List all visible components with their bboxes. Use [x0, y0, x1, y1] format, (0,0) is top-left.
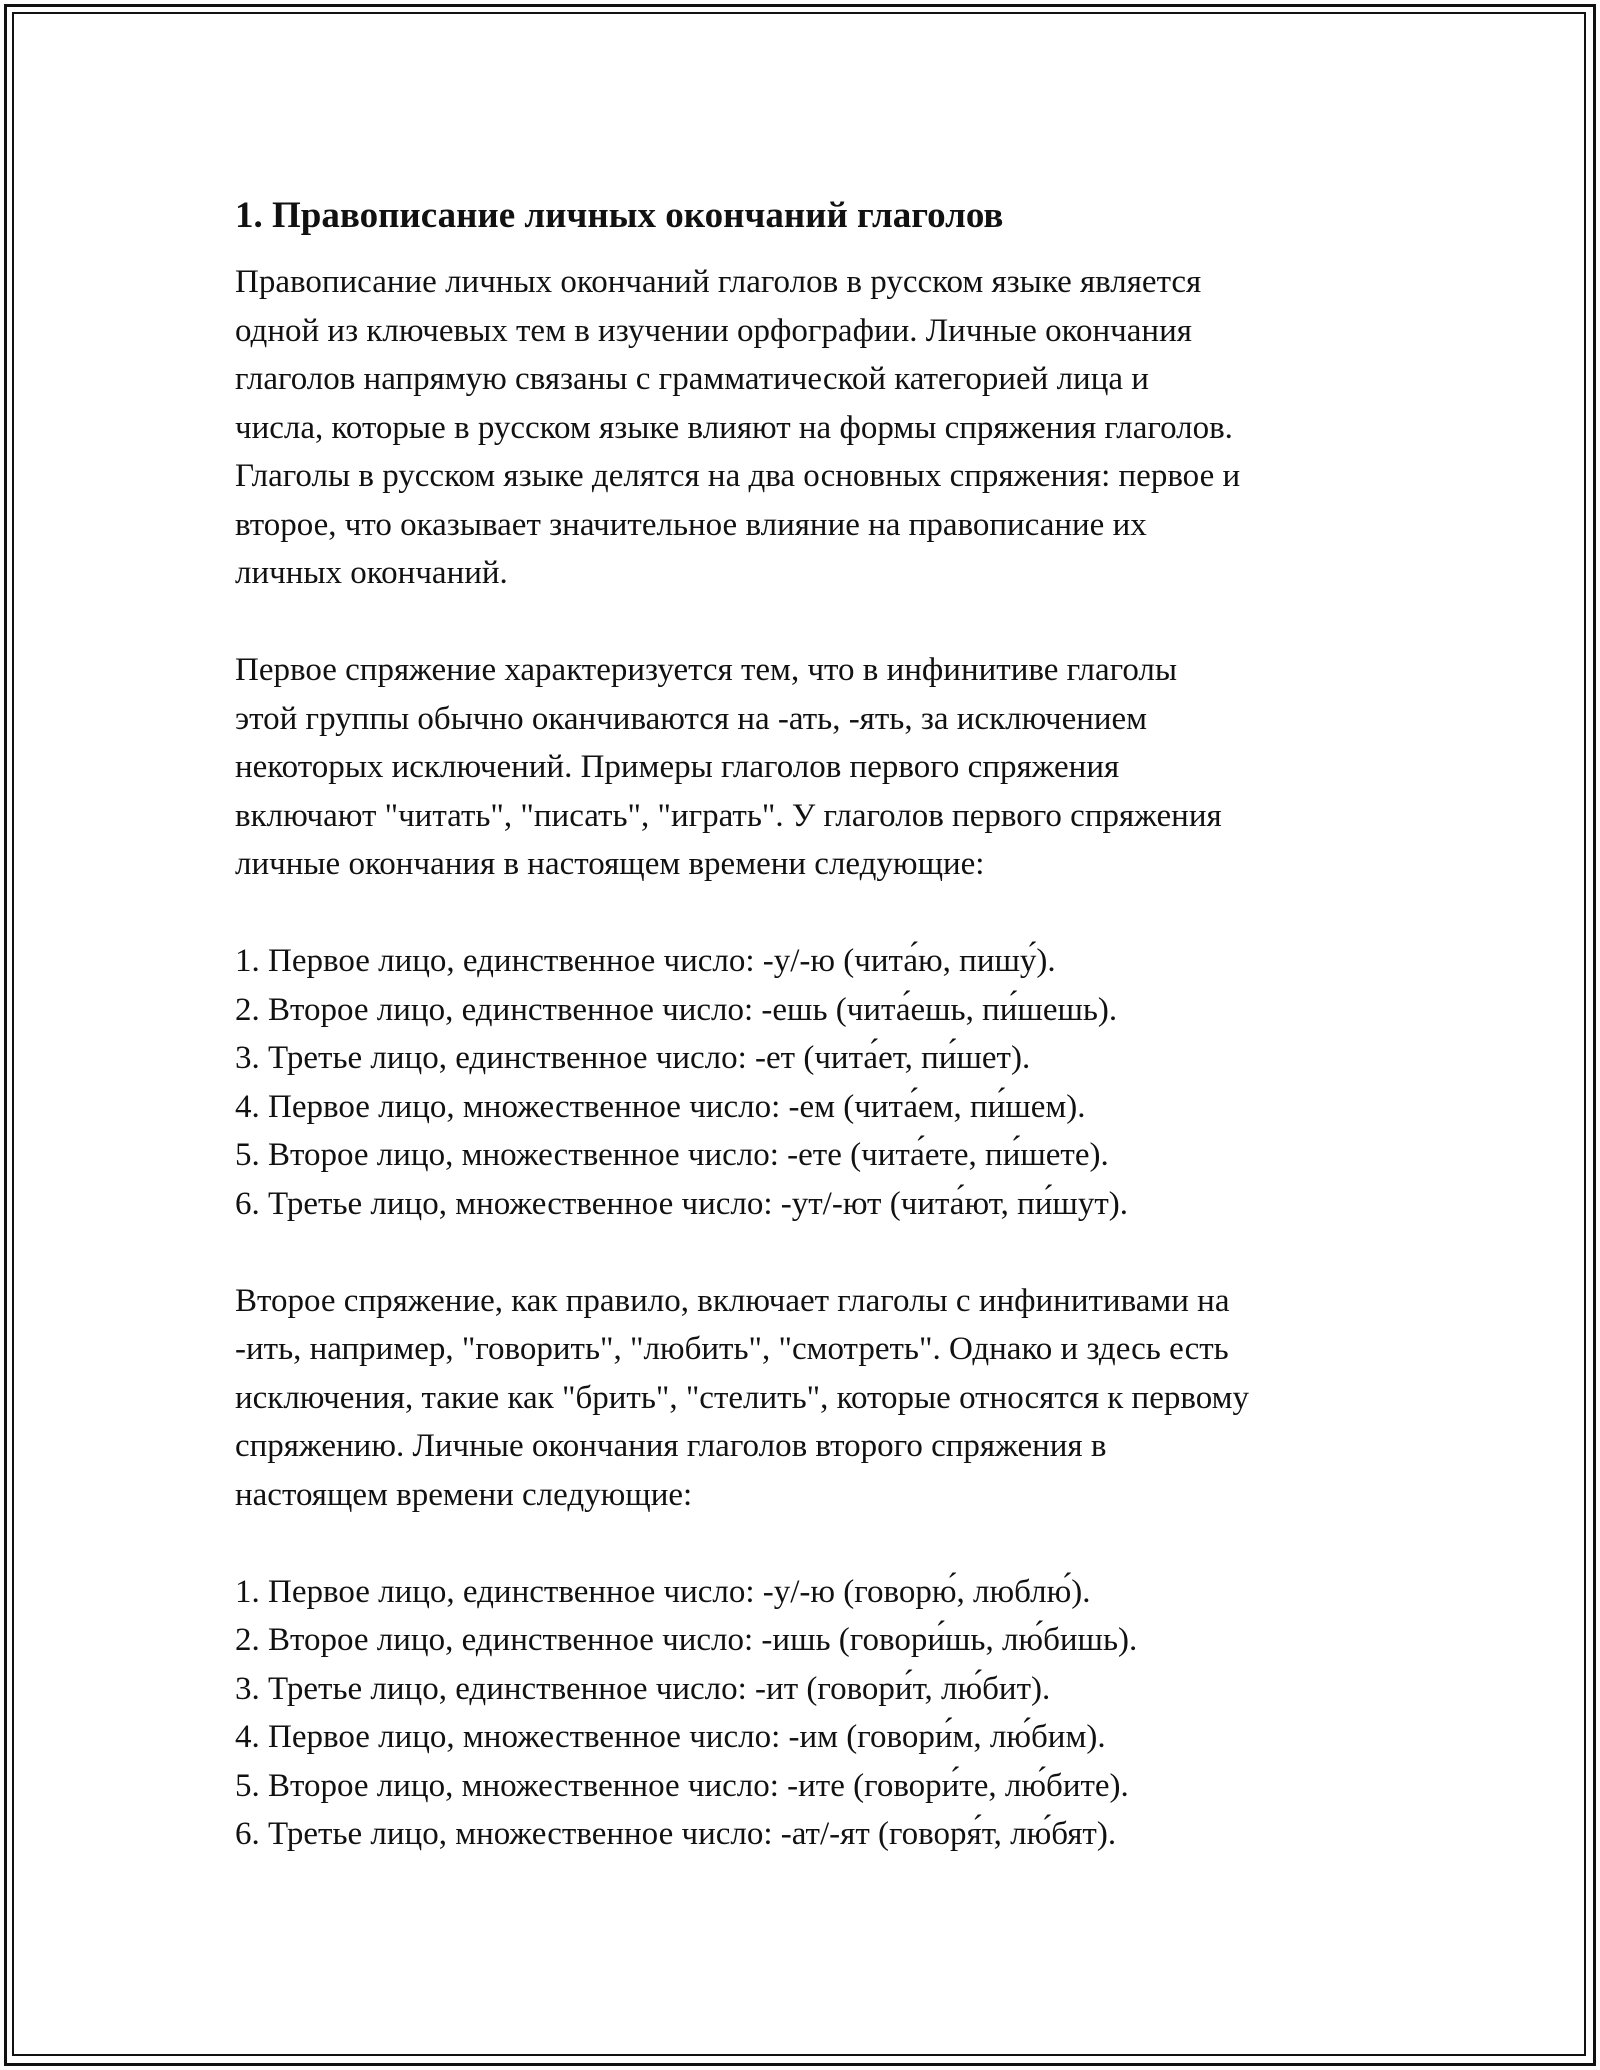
paragraph-line: глаголов напрямую связаны с грамматической категорией лица и: [235, 361, 1149, 397]
list-item: 2. Второе лицо, единственное число: -ешь (чита́ешь, пи́шешь).: [235, 991, 1118, 1028]
second-conjugation-paragraph: [235, 1277, 1385, 1520]
list-item: 3. Третье лицо, единственное число: -ит (говори́т, лю́бит).: [235, 1670, 1051, 1707]
paragraph-line: личных окончаний.: [235, 555, 508, 591]
paragraph-line: одной из ключевых тем в изучении орфографии. Личные окончания: [235, 312, 1192, 349]
list-item: 5. Второе лицо, множественное число: -ите (говори́те, лю́бите).: [235, 1767, 1129, 1804]
paragraph-line: второе, что оказывает значительное влияние на правописание их: [235, 506, 1147, 543]
first-conjugation-list: [235, 937, 1385, 1228]
paragraph-line: исключения, такие как "брить", "стелить", которые относятся к первому: [235, 1379, 1249, 1416]
list-item: 1. Первое лицо, единственное число: -у/-ю (говорю́, люблю́).: [235, 1573, 1091, 1610]
paragraph-line: настоящем времени следующие:: [235, 1476, 693, 1513]
paragraph-line: -ить, например, "говорить", "любить", "смотреть". Однако и здесь есть: [235, 1331, 1229, 1367]
paragraph-line: числа, которые в русском языке влияют на формы спряжения глаголов.: [235, 409, 1233, 446]
section-heading: 1. Правописание личных окончаний глаголов: [235, 195, 1004, 236]
list-item: 2. Второе лицо, единственное число: -ишь (говори́шь, лю́бишь).: [235, 1622, 1138, 1658]
paragraph-line: Правописание личных окончаний глаголов в русском языке является: [235, 264, 1202, 300]
list-item: 4. Первое лицо, множественное число: -ем (чита́ем, пи́шем).: [235, 1088, 1086, 1125]
list-item: 3. Третье лицо, единственное число: -ет (чита́ет, пи́шет).: [235, 1040, 1031, 1076]
paragraph-line: Глаголы в русском языке делятся на два основных спряжения: первое и: [235, 458, 1241, 494]
paragraph-line: личные окончания в настоящем времени следующие:: [235, 846, 985, 882]
paragraph-line: спряжению. Личные окончания глаголов второго спряжения в: [235, 1428, 1107, 1464]
list-item: 4. Первое лицо, множественное число: -им (говори́м, лю́бим).: [235, 1719, 1106, 1755]
paragraph-line: включают "читать", "писать", "играть". У глаголов первого спряжения: [235, 797, 1222, 834]
paragraph-line: некоторых исключений. Примеры глаголов первого спряжения: [235, 749, 1120, 785]
second-conjugation-list: [235, 1568, 1385, 1859]
list-item: 6. Третье лицо, множественное число: -ут/-ют (чита́ют, пи́шут).: [235, 1185, 1128, 1222]
paragraph-line: Первое спряжение характеризуется тем, что в инфинитиве глаголы: [235, 652, 1178, 688]
document-body: [235, 188, 1385, 1859]
first-conjugation-paragraph: [235, 646, 1385, 889]
list-item: 1. Первое лицо, единственное число: -у/-ю (чита́ю, пишу́).: [235, 943, 1056, 979]
list-item: 5. Второе лицо, множественное число: -ете (чита́ете, пи́шете).: [235, 1137, 1109, 1173]
paragraph-line: этой группы обычно оканчиваются на -ать, -ять, за исключением: [235, 700, 1148, 737]
list-item: 6. Третье лицо, множественное число: -ат/-ят (говоря́т, лю́бят).: [235, 1816, 1117, 1852]
intro-paragraph: [235, 258, 1385, 598]
paragraph-line: Второе спряжение, как правило, включает глаголы с инфинитивами на: [235, 1282, 1230, 1319]
